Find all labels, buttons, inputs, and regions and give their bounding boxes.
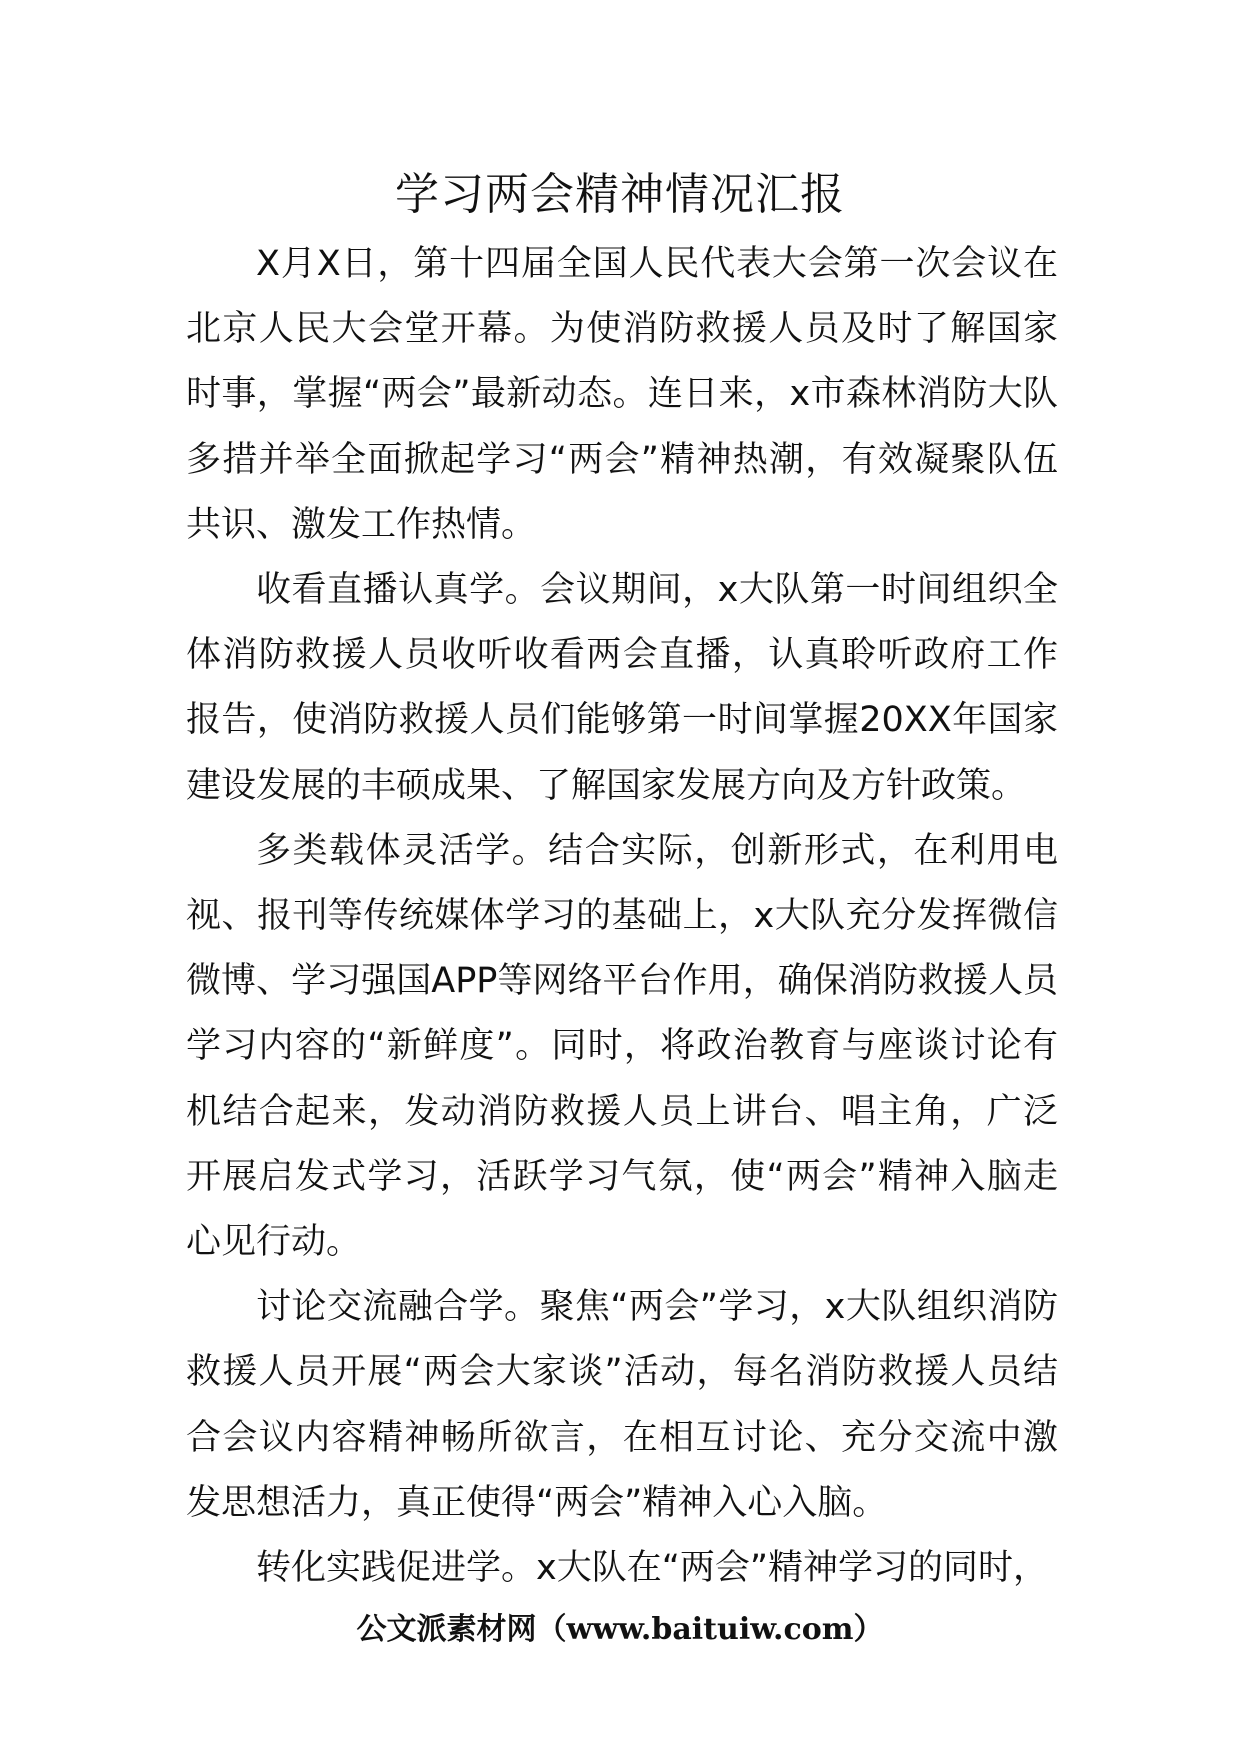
document-body <box>186 232 1058 1601</box>
paragraph-multi-carrier: 多类载体灵活学。结合实际，创新形式，在利用电视、报刊等传统媒体学习的基础上，x大队充分发挥微信微博、学习强国APP等网络平台作用，确保消防救援人员学习内容的“新鲜度”。同时，将政治教育与座谈讨论有机结合起来，发动消防救援人员上讲台、唱主角，广泛开展启发式学习，活跃学习气氛，使“两会”精神入脑走心见行动。 <box>186 830 1058 1263</box>
footer-source: 公文派素材网（www.baituiw.com） <box>356 1612 884 1647</box>
paragraph-discussion: 讨论交流融合学。聚焦“两会”学习，x大队组织消防救援人员开展“两会大家谈”活动，每名消防救援人员结合会议内容精神畅所欲言，在相互讨论、充分交流中激发思想活力，真正使得“两会”精神入心入脑。 <box>186 1287 1058 1523</box>
document-title: 学习两会精神情况汇报 <box>395 169 845 220</box>
paragraph-practice: 转化实践促进学。x大队在“两会”精神学习的同时， <box>256 1548 1048 1589</box>
paragraph-intro: X月X日，第十四届全国人民代表大会第一次会议在北京人民大会堂开幕。为使消防救援人员及时了解国家时事，掌握“两会”最新动态。连日来，x市森林消防大队多措并举全面掀起学习“两会”精神热潮，有效凝聚队伍共识、激发工作热情。 <box>186 244 1058 545</box>
paragraph-live-broadcast: 收看直播认真学。会议期间，x大队第一时间组织全体消防救援人员收听收看两会直播，认真聆听政府工作报告，使消防救援人员们能够第一时间掌握20XX年国家建设发展的丰硕成果、了解国家发展方向及方针政策。 <box>186 570 1058 806</box>
